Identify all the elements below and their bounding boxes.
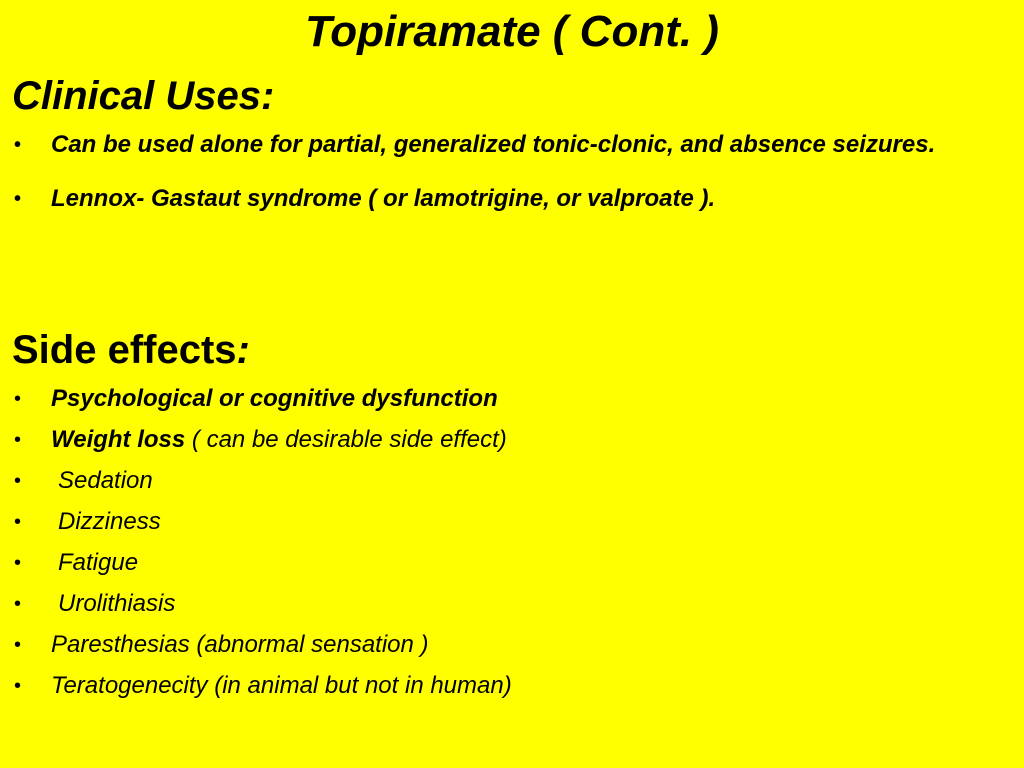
bullet-icon: • xyxy=(14,388,22,410)
list-item xyxy=(0,423,1000,457)
side-effect-text: ( can be desirable side effect) xyxy=(185,426,507,453)
bullet-icon: • xyxy=(14,188,22,210)
list-item xyxy=(0,669,1000,703)
bullet-icon: • xyxy=(14,470,22,492)
clinical-uses-heading: Clinical Uses: xyxy=(12,74,275,118)
list-item xyxy=(0,382,1000,416)
side-effect-bold-text: Psychological or cognitive dysfunction xyxy=(51,385,498,412)
list-item xyxy=(0,628,1000,662)
side-effect-text: Fatigue xyxy=(58,549,139,576)
side-effects-heading-colon: : xyxy=(236,328,250,372)
list-item xyxy=(0,182,1000,216)
bullet-icon: • xyxy=(14,134,22,156)
bullet-icon: • xyxy=(14,634,22,656)
bullet-icon: • xyxy=(14,552,22,574)
side-effect-text: Teratogenecity (in animal but not in human) xyxy=(51,672,512,699)
side-effects-list xyxy=(0,382,1000,710)
side-effect-text: Urolithiasis xyxy=(58,590,176,617)
bullet-icon: • xyxy=(14,675,22,697)
clinical-uses-list xyxy=(0,128,1000,216)
side-effect-text: Sedation xyxy=(58,467,153,494)
bullet-icon: • xyxy=(14,511,22,533)
list-item xyxy=(0,546,1000,580)
list-item xyxy=(0,128,1000,162)
list-item xyxy=(0,587,1000,621)
side-effect-text: Dizziness xyxy=(58,508,161,535)
list-item xyxy=(0,505,1000,539)
list-item xyxy=(0,464,1000,498)
side-effect-bold-text: Weight loss xyxy=(51,426,186,453)
side-effects-heading xyxy=(12,327,250,373)
slide-title: Topiramate ( Cont. ) xyxy=(305,7,719,56)
side-effect-text: Paresthesias (abnormal sensation ) xyxy=(51,631,429,658)
side-effects-heading-text: Side effects xyxy=(12,328,237,372)
bullet-icon: • xyxy=(14,429,22,451)
bullet-icon: • xyxy=(14,593,22,615)
clinical-use-text: Can be used alone for partial, generalized tonic-clonic, and absence seizures. xyxy=(51,131,936,158)
clinical-use-text: Lennox- Gastaut syndrome ( or lamotrigine, or valproate ). xyxy=(51,185,716,212)
